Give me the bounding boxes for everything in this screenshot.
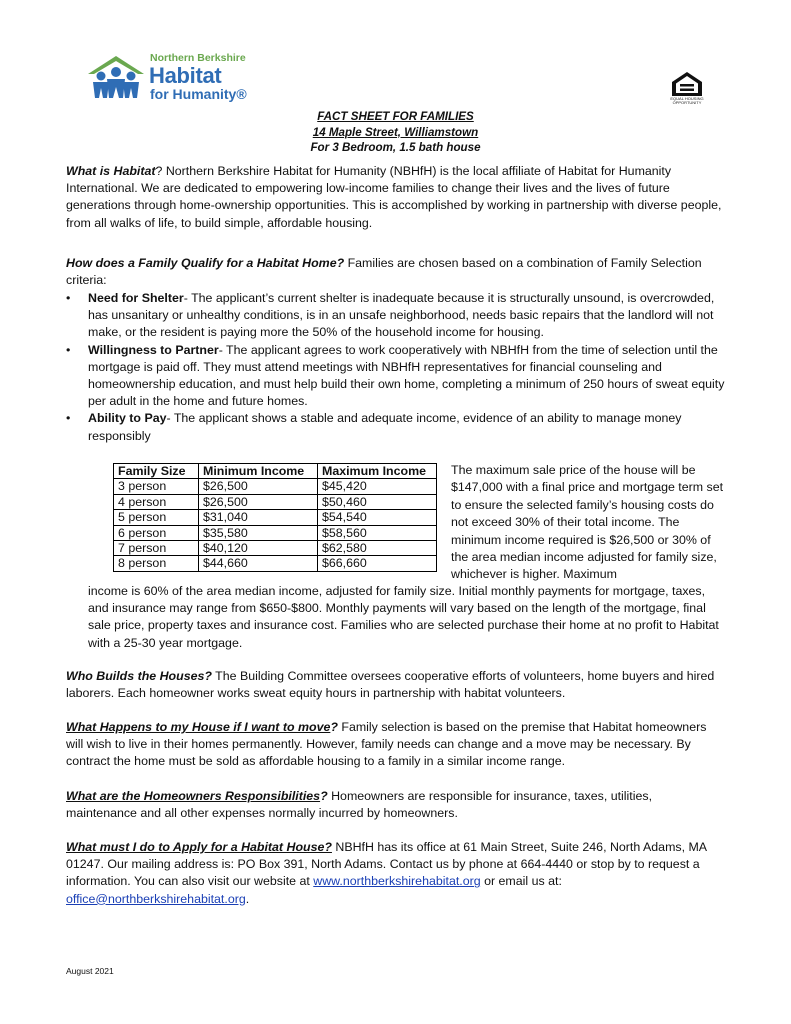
table-header: Maximum Income	[318, 464, 437, 479]
list-item	[66, 410, 726, 444]
responsibilities-question-mark: ?	[320, 789, 328, 803]
table-cell: $44,660	[199, 556, 318, 571]
table-row	[114, 494, 437, 509]
table-row	[114, 479, 437, 494]
move-body: Family selection is based on the premise that Habitat homeowners will wish to live in their homes permanently. However, family needs can change and a move may be necessary. By contract the home must be sold as affordable housing to a family in a similar income range.	[66, 720, 707, 769]
table-cell: $26,500	[199, 479, 318, 494]
table-header-row	[114, 464, 437, 479]
bullet-icon: •	[66, 411, 71, 426]
responsibilities-paragraph	[66, 788, 726, 822]
criteria-text: - The applicant agrees to work cooperatively with NBHfH from the time of selection until the mortgage is paid off. They must attend meetings with NBHfH representatives for financial counseling and homeownership education, and must help build their own home, completing a minimum of 250 hours of sweat equity per adult in the home and future homes.	[88, 342, 725, 409]
title-line-3: For 3 Bedroom, 1.5 bath house	[310, 141, 481, 155]
table-cell: 3 person	[114, 479, 199, 494]
list-item	[66, 342, 726, 411]
table-cell: 4 person	[114, 494, 199, 509]
move-question-mark: ?	[330, 720, 338, 734]
table-row	[114, 510, 437, 525]
table-cell: 8 person	[114, 556, 199, 571]
table-cell: $45,420	[318, 479, 437, 494]
table-cell: $31,040	[199, 510, 318, 525]
who-builds-body: The Building Committee oversees cooperative efforts of volunteers, home buyers and hired laborers. Each homeowner works sweat equity hours in partnership with habitat volunteers.	[66, 669, 715, 701]
logo-org-bottom: for Humanity®	[150, 86, 247, 102]
criteria-term: Willingness to Partner	[88, 342, 219, 357]
website-link[interactable]: www.northberkshirehabitat.org	[313, 874, 481, 889]
responsibilities-body: Homeowners are responsible for insurance, taxes, utilities, maintenance and all other expenses normally incurred by homeowners.	[66, 789, 653, 821]
apply-paragraph	[66, 839, 726, 908]
who-builds-paragraph	[66, 668, 726, 702]
move-heading: What Happens to my House if I want to move	[66, 720, 331, 734]
equal-housing-opportunity-icon	[668, 71, 706, 97]
criteria-term: Need for Shelter	[88, 291, 184, 305]
apply-body: NBHfH has its office at 61 Main Street, Suite 246, North Adams, MA 01247. Our mailing address is: PO Box 391, North Adams. Contact us by phone at 664-4440 or stop by to request a information. You can also visit our website at	[66, 840, 707, 889]
apply-end: .	[245, 891, 250, 906]
table-cell: 6 person	[114, 525, 199, 540]
logo-org-top: Northern Berkshire	[150, 52, 246, 64]
equal-housing-logo	[668, 71, 706, 105]
table-row	[114, 525, 437, 540]
income-table	[113, 463, 437, 572]
who-builds-heading: Who Builds the Houses?	[66, 669, 212, 683]
table-row	[114, 541, 437, 556]
apply-heading: What must I do to Apply for a Habitat House?	[66, 840, 332, 854]
qualify-paragraph	[66, 255, 726, 289]
table-cell: $35,580	[199, 525, 318, 540]
table-cell: $62,580	[318, 541, 437, 556]
title-line-2: 14 Maple Street, Williamstown	[312, 125, 479, 139]
criteria-text: - The applicant shows a stable and adequate income, evidence of an ability to manage money responsibly	[88, 411, 682, 443]
what-is-habitat-paragraph	[66, 163, 726, 232]
habitat-people-icon	[86, 52, 146, 100]
logo-org-name: Habitat	[149, 63, 222, 88]
title-line-1: FACT SHEET FOR FAMILIES	[317, 110, 474, 123]
bullet-icon: •	[66, 342, 71, 357]
list-item	[66, 290, 726, 342]
habitat-logo	[86, 50, 256, 106]
table-cell: $66,660	[318, 556, 437, 571]
table-cell: 5 person	[114, 510, 199, 525]
pricing-side-text: The maximum sale price of the house will be $147,000 with a final price and mortgage term set to ensure the selected family’s housing costs do not exceed 30% of their total income. The minimum income required is $26,500 or 30% of the area median income adjusted for family size, whichever is higher. Maximum	[451, 463, 724, 582]
criteria-list	[66, 290, 726, 445]
criteria-term: Ability to Pay	[88, 411, 167, 426]
table-cell: $54,540	[318, 510, 437, 525]
move-paragraph	[66, 719, 726, 771]
criteria-text: - The applicant’s current shelter is inadequate because it is structurally unsound, is overcrowded, has unsanitary or unhealthy conditions, is in an unsafe neighborhood, needs basic repairs that the landlord will not make, or the resident is paying more the 50% of the household income for housing.	[88, 291, 715, 340]
footer-date: August 2021	[66, 966, 114, 976]
what-is-habitat-body: ? Northern Berkshire Habitat for Humanity (NBHfH) is the local affiliate of Habitat for Humanity International. We are dedicated to empowering low-income families to change their lives and the lives of future generations through home-ownership opportunities. This is accomplished by working in partnership with diverse people, from all walks of life, to build simple, affordable housing.	[66, 164, 722, 230]
bullet-icon: •	[66, 291, 71, 305]
apply-mid: or email us at:	[480, 874, 562, 889]
email-link[interactable]: office@northberkshirehabitat.org	[66, 891, 246, 906]
table-header: Family Size	[114, 464, 199, 479]
table-cell: $58,560	[318, 525, 437, 540]
table-cell: $26,500	[199, 494, 318, 509]
document-title	[0, 109, 791, 156]
table-row	[114, 556, 437, 571]
table-cell: $40,120	[199, 541, 318, 556]
qualify-body: Families are chosen based on a combination of Family Selection criteria:	[66, 256, 702, 288]
table-cell: 7 person	[114, 541, 199, 556]
table-cell: $50,460	[318, 494, 437, 509]
qualify-heading: How does a Family Qualify for a Habitat Home?	[66, 256, 345, 270]
equal-housing-text: EQUAL HOUSING OPPORTUNITY	[670, 96, 704, 105]
table-header: Minimum Income	[199, 464, 318, 479]
pricing-continued-text: income is 60% of the area median income, adjusted for family size. Initial monthly payments for mortgage, taxes, and insurance may range from $650-$800. Monthly payments will vary based on the length of the mortgage, final sale price, property taxes and insurance cost. Families who are selected purchase their home at no profit to Habitat with a 25-30 year mortgage.	[88, 584, 719, 650]
responsibilities-heading: What are the Homeowners Responsibilities	[66, 789, 321, 803]
what-is-habitat-heading: What is Habitat	[66, 164, 156, 178]
